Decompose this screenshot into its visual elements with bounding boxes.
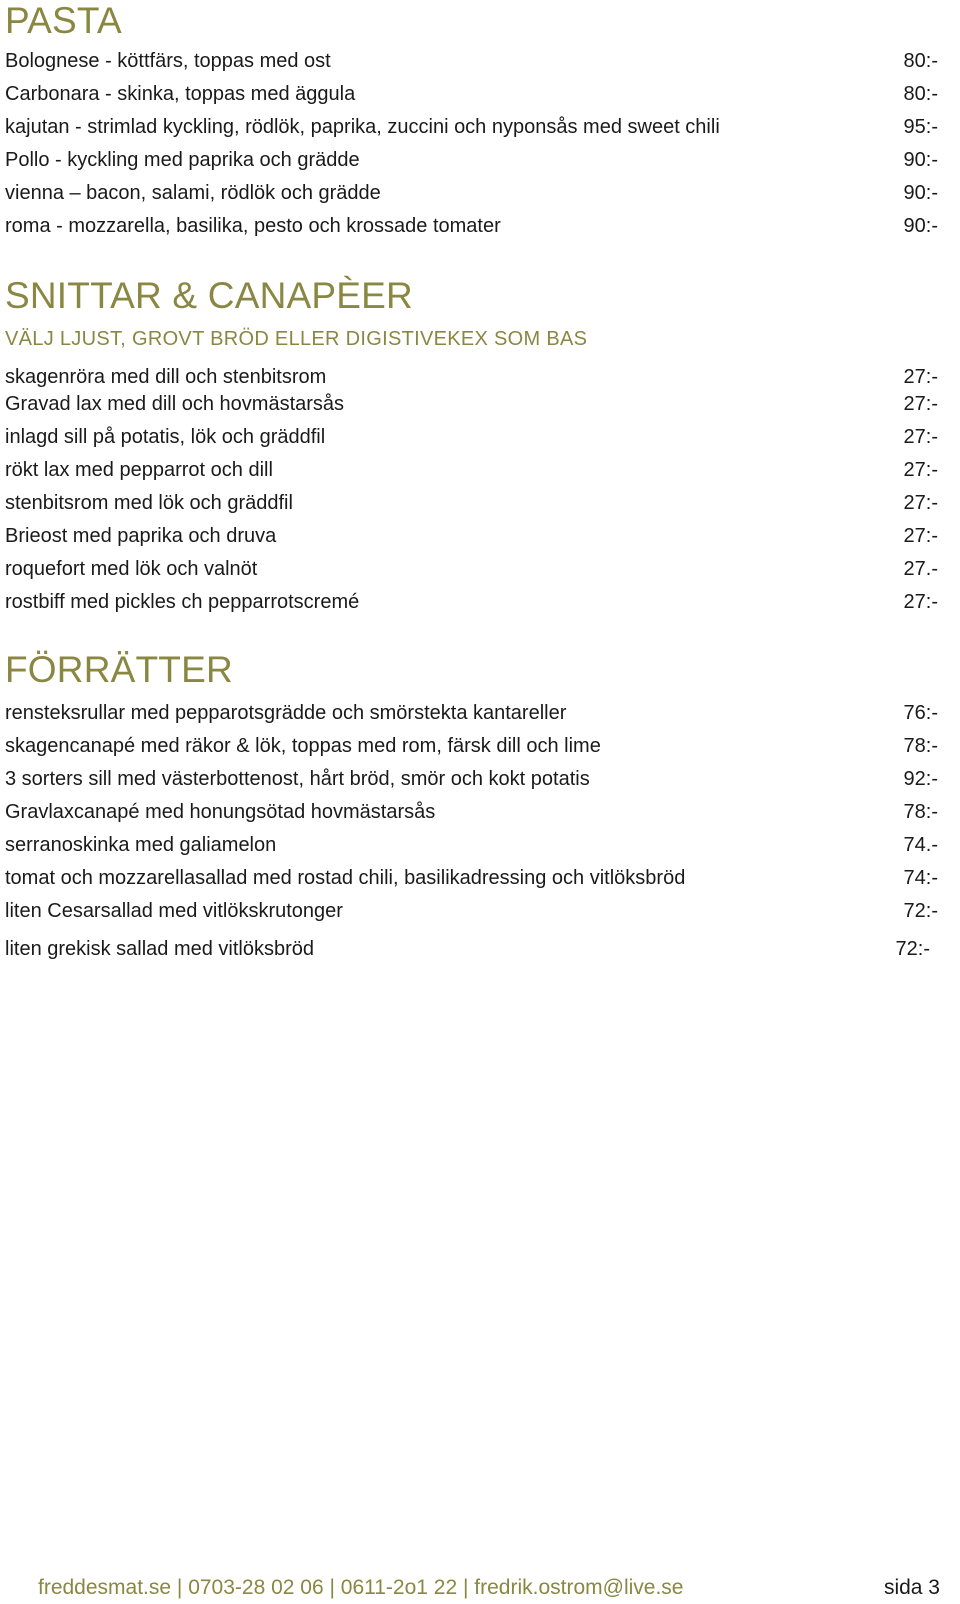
item-price: 27:- bbox=[903, 393, 938, 415]
section-title-pasta: PASTA bbox=[5, 0, 122, 41]
section-subtitle-snittar: VÄLJ LJUST, GROVT BRÖD ELLER DIGISTIVEKEX SOM BAS bbox=[5, 328, 588, 350]
item-price: 95:- bbox=[903, 116, 938, 138]
item-price: 27:- bbox=[903, 426, 938, 448]
item-price: 74.- bbox=[903, 834, 938, 856]
footer-contact: freddesmat.se | 0703-28 02 06 | 0611-2o1 22 | fredrik.ostrom@live.se bbox=[38, 1576, 684, 1599]
item-price: 74:- bbox=[903, 867, 938, 889]
menu-list-forratter bbox=[0, 697, 960, 966]
item-price: 27:- bbox=[903, 525, 938, 547]
item-name: Pollo - kyckling med paprika och grädde bbox=[5, 149, 360, 171]
item-price: 76:- bbox=[903, 702, 938, 724]
item-name: Gravad lax med dill och hovmästarsås bbox=[5, 393, 345, 415]
item-name: kajutan - strimlad kyckling, rödlök, paprika, zuccini och nyponsås med sweet chili bbox=[5, 116, 720, 138]
item-name: Brieost med paprika och druva bbox=[5, 525, 277, 547]
item-price: 90:- bbox=[903, 215, 938, 237]
list-item bbox=[0, 487, 960, 520]
item-price: 80:- bbox=[903, 83, 938, 105]
item-name: liten grekisk sallad med vitlöksbröd bbox=[5, 938, 315, 960]
list-item bbox=[0, 177, 960, 210]
item-price: 78:- bbox=[903, 735, 938, 757]
section-title-forratter: FÖRRÄTTER bbox=[5, 649, 233, 690]
list-item bbox=[0, 45, 960, 78]
item-price: 27:- bbox=[903, 366, 938, 388]
list-item bbox=[0, 78, 960, 111]
menu-list-snittar bbox=[0, 361, 960, 619]
list-item bbox=[0, 361, 960, 388]
item-name: roma - mozzarella, basilika, pesto och krossade tomater bbox=[5, 215, 501, 237]
item-name: roquefort med lök och valnöt bbox=[5, 558, 258, 580]
list-item bbox=[0, 796, 960, 829]
list-item bbox=[0, 144, 960, 177]
list-item bbox=[0, 730, 960, 763]
item-name: liten Cesarsallad med vitlökskrutonger bbox=[5, 900, 343, 922]
list-item bbox=[0, 421, 960, 454]
item-price: 92:- bbox=[903, 768, 938, 790]
list-item bbox=[0, 829, 960, 862]
item-name: vienna – bacon, salami, rödlök och grädde bbox=[5, 182, 381, 204]
item-price: 72:- bbox=[903, 900, 938, 922]
list-item bbox=[0, 933, 960, 966]
item-name: rökt lax med pepparrot och dill bbox=[5, 459, 273, 481]
list-item bbox=[0, 862, 960, 895]
item-name: skagencanapé med räkor & lök, toppas med rom, färsk dill och lime bbox=[5, 735, 601, 757]
item-price: 27:- bbox=[903, 492, 938, 514]
item-price: 90:- bbox=[903, 182, 938, 204]
item-name: Bolognese - köttfärs, toppas med ost bbox=[5, 50, 331, 72]
list-item bbox=[0, 111, 960, 144]
page-number: sida 3 bbox=[883, 1576, 940, 1599]
item-price: 90:- bbox=[903, 149, 938, 171]
item-price: 78:- bbox=[903, 801, 938, 823]
item-name: serranoskinka med galiamelon bbox=[5, 834, 277, 856]
item-name: rensteksrullar med pepparotsgrädde och smörstekta kantareller bbox=[5, 702, 567, 724]
item-price: 72:- bbox=[895, 938, 930, 960]
list-item bbox=[0, 586, 960, 619]
list-item bbox=[0, 763, 960, 796]
item-price: 27.- bbox=[903, 558, 938, 580]
list-item bbox=[0, 553, 960, 586]
list-item bbox=[0, 520, 960, 553]
item-name: stenbitsrom med lök och gräddfil bbox=[5, 492, 293, 514]
item-price: 27:- bbox=[903, 459, 938, 481]
item-name: Gravlaxcanapé med honungsötad hovmästarsås bbox=[5, 801, 436, 823]
item-name: tomat och mozzarellasallad med rostad chili, basilikadressing och vitlöksbröd bbox=[5, 867, 686, 889]
item-name: inlagd sill på potatis, lök och gräddfil bbox=[5, 426, 326, 448]
list-item bbox=[0, 454, 960, 487]
item-name: Carbonara - skinka, toppas med äggula bbox=[5, 83, 356, 105]
item-name: 3 sorters sill med västerbottenost, hårt bröd, smör och kokt potatis bbox=[5, 768, 590, 790]
list-item bbox=[0, 210, 960, 243]
item-price: 80:- bbox=[903, 50, 938, 72]
item-name: skagenröra med dill och stenbitsrom bbox=[5, 366, 327, 388]
item-price: 27:- bbox=[903, 591, 938, 613]
list-item bbox=[0, 895, 960, 928]
menu-list-pasta bbox=[0, 45, 960, 243]
item-name: rostbiff med pickles ch pepparrotscremé bbox=[5, 591, 360, 613]
page-footer bbox=[0, 1572, 960, 1604]
list-item bbox=[0, 388, 960, 421]
section-title-snittar: SNITTAR & CANAPÈER bbox=[5, 275, 413, 316]
list-item bbox=[0, 697, 960, 730]
